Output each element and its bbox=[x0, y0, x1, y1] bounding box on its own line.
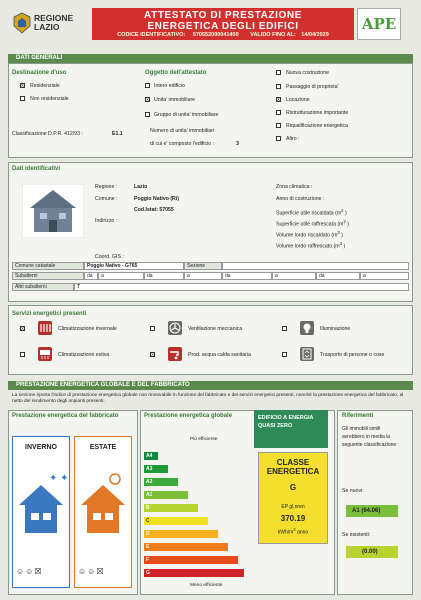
prestazione-description: La sezione riporta l'indice di prestazione energetica globale non rinnovabile in funzione del fabbricato e dei servizi energetici presenti, nonché la prestazione energetica del fabbricato, al netto del rendimento degli impianti presenti. bbox=[12, 393, 404, 404]
right-option-5: Altro : bbox=[286, 136, 300, 142]
ape-logo bbox=[357, 8, 401, 40]
classificazione-value: E1.1 bbox=[112, 131, 123, 137]
building-icon bbox=[22, 184, 84, 238]
zona-climatica-label: Zona climatica : bbox=[276, 184, 313, 190]
altri-subalterni-label: Altri subalterni bbox=[12, 283, 74, 291]
se-nuovi-value: A1 (64.06) bbox=[346, 505, 398, 517]
classe-energetica-box bbox=[258, 452, 328, 544]
valid-label: VALIDO FINO AL: bbox=[250, 32, 296, 38]
servizio-3-label: Prod. acqua calda sanitaria bbox=[188, 352, 251, 358]
se-nuovi-label: Se nuovi: bbox=[342, 488, 364, 494]
sup-risc-label: Superficie utile riscaldata ($m^2$ ) bbox=[276, 208, 347, 217]
unita-immobiliare-label: Unita' immobiliare bbox=[154, 97, 196, 103]
ristrutturazione-checkbox[interactable] bbox=[276, 110, 281, 115]
sub-da-4: da bbox=[316, 272, 360, 280]
vol-raff-label: Volume lordo raffrescato ($m^3$ ) bbox=[276, 241, 346, 250]
sezione-value bbox=[222, 262, 409, 270]
elevator-icon bbox=[300, 347, 314, 361]
destinazione-title: Destinazione d'uso bbox=[12, 70, 67, 76]
class-d: D bbox=[144, 530, 218, 538]
title-line2: ENERGETICA DEGLI EDIFICI bbox=[147, 21, 299, 32]
servizio-5-label: Trasporto di persone o cose bbox=[320, 352, 385, 358]
regione-label: Regione : bbox=[95, 184, 118, 190]
climatizzazione-estiva-checkbox[interactable] bbox=[20, 352, 25, 357]
gruppo-unita-label: Gruppo di unita' immobiliare bbox=[154, 112, 219, 118]
valid-value: 14/04/2029 bbox=[301, 32, 329, 38]
inverno-box bbox=[12, 436, 70, 588]
ventilazione-checkbox[interactable] bbox=[150, 326, 155, 331]
composto-label: di cui e' composto l'edificio : bbox=[150, 141, 214, 147]
edificio-nzeb-box bbox=[254, 410, 328, 448]
ep-unit-line: kWh/$m^2$ anno bbox=[277, 527, 309, 536]
estate-house-icon bbox=[75, 467, 131, 547]
fabbricato-title: Prestazione energetica del fabbricato bbox=[12, 413, 119, 419]
sub-da-3: da bbox=[222, 272, 272, 280]
servizio-4-label: Illuminazione bbox=[320, 326, 351, 332]
climatizzazione-invernale-checkbox[interactable]: X bbox=[21, 326, 25, 331]
servizio-1-label: Climatizzazione estiva bbox=[58, 352, 110, 358]
gruppo-unita-checkbox[interactable] bbox=[145, 112, 150, 117]
locazione-checkbox[interactable]: X bbox=[277, 97, 281, 102]
sub-da-2: da bbox=[144, 272, 184, 280]
meno-efficiente-label: Meno efficiente bbox=[190, 583, 223, 588]
classificazione-label: Classificazione D.P.R. 412/93 : bbox=[12, 131, 83, 137]
servizi-title: Servizi energetici presenti bbox=[12, 311, 87, 317]
prestazione-header: PRESTAZIONE ENERGETICA GLOBALE E DEL FABBRICATO bbox=[8, 381, 413, 390]
comune-catastale-label: Comune catastale bbox=[12, 262, 84, 270]
trasporto-checkbox[interactable] bbox=[282, 352, 287, 357]
light-bulb-icon bbox=[300, 321, 314, 335]
class-a1: A1 bbox=[144, 491, 188, 499]
sub-da-1: da bbox=[84, 272, 98, 280]
indirizzo-label: Indirizzo : bbox=[95, 218, 118, 224]
right-option-0: Nuova costruzione bbox=[286, 70, 329, 76]
acqua-calda-checkbox[interactable]: X bbox=[151, 352, 155, 357]
sub-a-4: a bbox=[360, 272, 409, 280]
right-option-1: Passaggio di proprieta' bbox=[286, 84, 339, 90]
radiator-icon bbox=[38, 321, 52, 335]
estate-rating: ☺☺☒ bbox=[78, 567, 105, 576]
se-esistenti-label: Se esistenti: bbox=[342, 532, 371, 538]
ep-unit: kWh/m bbox=[277, 529, 294, 536]
inverno-rating: ☺☺☒ bbox=[16, 567, 43, 576]
estate-label: ESTATE bbox=[89, 444, 117, 451]
code-label: CODICE IDENTIFICATIVO: bbox=[117, 32, 186, 38]
residenziale-label: Residenziale bbox=[30, 83, 60, 89]
class-a4: A4 bbox=[144, 452, 158, 460]
regione-lazio-logo bbox=[12, 10, 82, 36]
classe-energetica-label: CLASSE ENERGETICA bbox=[266, 458, 320, 476]
edificio-nzeb-label: EDIFICIO A ENERGIA QUASI ZERO bbox=[258, 415, 314, 429]
logo-text: REGIONE LAZIO bbox=[34, 13, 74, 32]
right-option-4: Riqualificazione energetica bbox=[286, 123, 348, 129]
lazio-emblem-icon bbox=[12, 12, 32, 34]
globale-title: Prestazione energetica globale bbox=[144, 413, 233, 419]
identificativi-title: Dati identificativi bbox=[12, 166, 61, 172]
altro-checkbox[interactable] bbox=[276, 136, 281, 141]
oggetto-title: Oggetto dell'attestato bbox=[145, 70, 207, 76]
vol-raff-text: Volume lordo raffrescato (m bbox=[276, 243, 340, 250]
inverno-label: INVERNO bbox=[25, 444, 57, 451]
ape-logo-text: APE bbox=[361, 15, 397, 33]
non-residenziale-checkbox[interactable] bbox=[20, 96, 25, 101]
fan-icon bbox=[168, 321, 182, 335]
sup-raff-text: Superficie utile raffrescata (m bbox=[276, 221, 344, 228]
codistat-label: Cod.Istat: 57055 bbox=[134, 207, 174, 213]
class-e: E bbox=[144, 543, 228, 551]
riferimenti-title: Riferimenti bbox=[342, 413, 374, 419]
illuminazione-checkbox[interactable] bbox=[282, 326, 287, 331]
sub-a-2: a bbox=[184, 272, 222, 280]
riqualificazione-checkbox[interactable] bbox=[276, 123, 281, 128]
intero-edificio-label: Intero edificio bbox=[154, 83, 185, 89]
coord-gis-label: Coord. GIS : bbox=[95, 254, 124, 260]
ep-label: EP gl,nren bbox=[281, 504, 305, 510]
vol-risc-text: Volume lordo riscaldato (m bbox=[276, 232, 338, 239]
comune-catastale-value: Poggio Nativo - G765 bbox=[84, 262, 184, 270]
piu-efficiente-label: Più efficiente bbox=[190, 437, 218, 442]
sub-a-3: a bbox=[272, 272, 316, 280]
nuova-costruzione-checkbox[interactable] bbox=[276, 70, 281, 75]
class-c: C bbox=[144, 517, 208, 525]
anno-costruzione-label: Anno di costruzione : bbox=[276, 196, 325, 202]
code-value: 570552000041450 bbox=[192, 32, 239, 38]
altri-subalterni-value: 7 bbox=[74, 283, 409, 291]
class-b: B bbox=[144, 504, 198, 512]
water-tap-icon bbox=[168, 347, 182, 361]
sup-risc-text: Superficie utile riscaldata (m bbox=[276, 210, 342, 217]
title-line1: ATTESTATO DI PRESTAZIONE bbox=[144, 10, 302, 21]
subalterni-label: Subalterni bbox=[12, 272, 84, 280]
residenziale-checkbox[interactable]: X bbox=[21, 83, 25, 88]
inverno-house-icon bbox=[13, 467, 69, 547]
classe-energetica-value: G bbox=[289, 483, 297, 492]
comune-value: Poggio Nativo (Ri) bbox=[134, 196, 179, 202]
dati-generali-header: DATI GENERALI bbox=[8, 54, 413, 63]
code-line bbox=[92, 32, 354, 39]
ep-value: 370.19 bbox=[280, 514, 306, 523]
svg-text:✦ ✦: ✦ ✦ bbox=[49, 473, 69, 484]
passaggio-proprieta-checkbox[interactable] bbox=[276, 84, 281, 89]
air-conditioner-icon bbox=[38, 347, 52, 361]
class-g: G bbox=[144, 569, 244, 577]
unita-immobiliare-checkbox[interactable]: X bbox=[146, 97, 150, 102]
servizio-0-label: Climatizzazione invernale bbox=[58, 326, 117, 332]
right-option-2: Locazione bbox=[286, 97, 310, 103]
riferimenti-text: Gli immobili simili avrebbero in media la seguente classificazione: bbox=[342, 426, 398, 448]
regione-value: Lazio bbox=[134, 184, 148, 190]
right-option-3: Ristrutturazione importante bbox=[286, 110, 349, 116]
vol-risc-label: Volume lordo riscaldato ($m^3$ ) bbox=[276, 230, 344, 239]
servizio-2-label: Ventilazione meccanica bbox=[188, 326, 243, 332]
title-banner bbox=[92, 8, 354, 40]
comune-label: Comune : bbox=[95, 196, 118, 202]
non-residenziale-label: Non residenziale bbox=[30, 96, 69, 102]
composto-value: 3 bbox=[236, 141, 239, 147]
se-esistenti-value: (0.00) bbox=[346, 546, 398, 558]
class-a3: A3 bbox=[144, 465, 168, 473]
sub-a-1: a bbox=[98, 272, 144, 280]
class-f: F bbox=[144, 556, 238, 564]
ep-anno: anno bbox=[297, 529, 309, 536]
header bbox=[0, 0, 421, 48]
intero-edificio-checkbox[interactable] bbox=[145, 83, 150, 88]
sup-raff-label: Superficie utile raffrescata ($m^2$ ) bbox=[276, 219, 349, 228]
class-a2: A2 bbox=[144, 478, 178, 486]
numero-unita-label: Numero di unita' immobiliari bbox=[150, 128, 214, 134]
estate-box bbox=[74, 436, 132, 588]
sezione-label: Sezione bbox=[184, 262, 222, 270]
